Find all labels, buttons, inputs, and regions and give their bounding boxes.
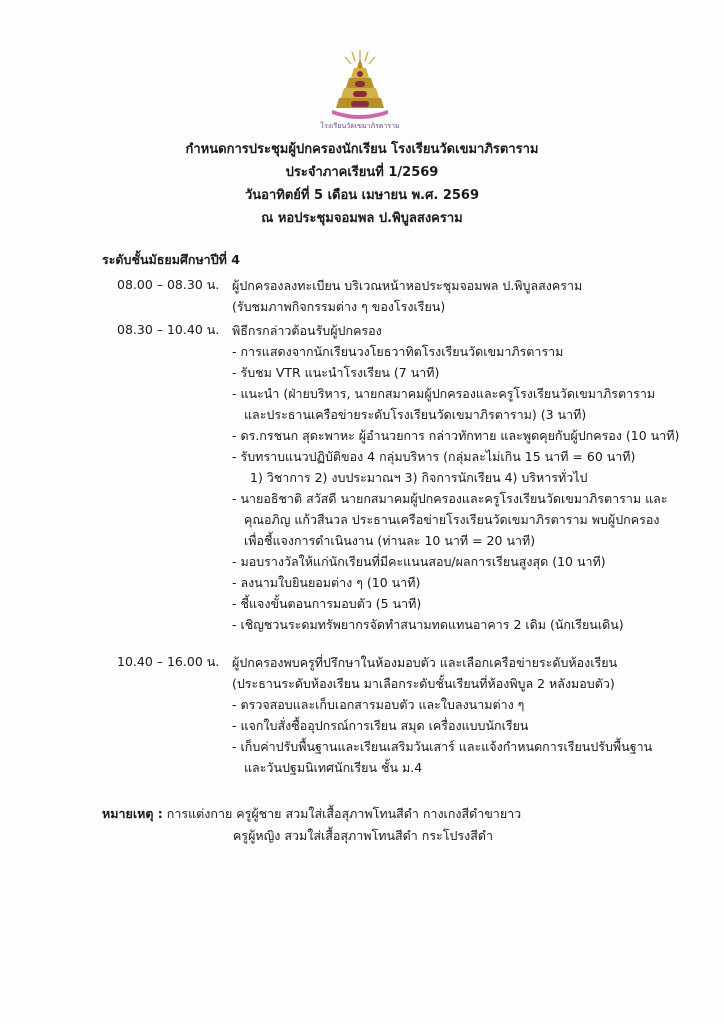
- document-title: [0, 138, 724, 230]
- remark-label: หมายเหตุ :: [102, 806, 163, 821]
- schedule-line: - เชิญชวนระดมทรัพยากรจัดทำสนามทดแทนอาคาร 2 เดิม (นักเรียนเดิน): [232, 617, 624, 632]
- remark-line-1: [102, 803, 702, 825]
- schedule-line: - ลงนามใบยินยอมต่าง ๆ (10 นาที): [232, 575, 421, 590]
- remark-note: [102, 803, 702, 847]
- schedule-line: - เก็บค่าปรับพื้นฐานและเรียนเสริมวันเสาร์ และแจ้งกำหนดการเรียนปรับพื้นฐาน: [232, 739, 653, 754]
- schedule-line: และประธานเครือข่ายระดับโรงเรียนวัดเขมาภิรตาราม) (3 นาที): [244, 407, 587, 422]
- title-line-1: กำหนดการประชุมผู้ปกครองนักเรียน โรงเรียนวัดเขมาภิรตาราม: [185, 142, 539, 157]
- schedule-line: ผู้ปกครองลงทะเบียน บริเวณหน้าหอประชุมจอมพล ป.พิบูลสงคราม: [232, 278, 583, 293]
- schedule-line: คุณอภิญ แก้วสีนวล ประธานเครือข่ายโรงเรียนวัดเขมาภิรตาราม พบผู้ปกครอง: [244, 512, 660, 527]
- schedule-content: [232, 652, 702, 778]
- remark-text-2: ครูผู้หญิง สวมใส่เสื้อสุภาพโทนสีดำ กระโปรงสีดำ: [233, 828, 493, 843]
- school-logo: [320, 48, 400, 138]
- section-title: ระดับชั้นมัธยมศึกษาปีที่ 4: [102, 252, 240, 267]
- schedule-line: และวันปฐมนิเทศนักเรียน ชั้น ม.4: [244, 760, 423, 775]
- schedule-time: 08.30 – 10.40 น.: [117, 322, 220, 337]
- schedule-line: - แนะนำ (ฝ่ายบริหาร, นายกสมาคมผู้ปกครองและครูโรงเรียนวัดเขมาภิรตาราม: [232, 386, 656, 401]
- schedule-line: พิธีกรกล่าวต้อนรับผู้ปกครอง: [232, 323, 382, 338]
- schedule-content: [232, 320, 702, 635]
- schedule-line: เพื่อชี้แจงการดำเนินงาน (ท่านละ 10 นาที = 20 นาที): [244, 533, 536, 548]
- title-line-3: วันอาทิตย์ที่ 5 เดือน เมษายน พ.ศ. 2569: [244, 188, 479, 203]
- schedule-line: - ตรวจสอบและเก็บเอกสารมอบตัว และใบลงนามต่าง ๆ: [232, 697, 525, 712]
- schedule-line: - การแสดงจากนักเรียนวงโยธวาทิตโรงเรียนวัดเขมาภิรตาราม: [232, 344, 564, 359]
- schedule-time: 08.00 – 08.30 น.: [117, 277, 220, 292]
- schedule-line: ผู้ปกครองพบครูที่ปรึกษาในห้องมอบตัว และเลือกเครือข่ายระดับห้องเรียน: [232, 655, 618, 670]
- schedule-line: - มอบรางวัลให้แก่นักเรียนที่มีคะแนนสอบ/ผลการเรียนสูงสุด (10 นาที): [232, 554, 606, 569]
- schedule-line: (ประธานระดับห้องเรียน มาเลือกระดับชั้นเรียนที่ห้องพิบูล 2 หลังมอบตัว): [232, 676, 615, 691]
- schedule-line: - รับทราบแนวปฏิบัติของ 4 กลุ่มบริหาร (กลุ่มละไม่เกิน 15 นาที = 60 นาที): [232, 449, 636, 464]
- schedule-line: - แจกใบสั่งซื้ออุปกรณ์การเรียน สมุด เครื่องแบบนักเรียน: [232, 718, 529, 733]
- title-line-2: ประจำภาคเรียนที่ 1/2569: [285, 165, 439, 180]
- schedule-line: - นายอธิชาติ สวัสดี นายกสมาคมผู้ปกครองและครูโรงเรียนวัดเขมาภิรตาราม และ: [232, 491, 668, 506]
- logo-caption: โรงเรียนวัดเขมาภิรตาราม: [320, 122, 400, 130]
- schedule-line: - รับชม VTR แนะนำโรงเรียน (7 นาที): [232, 365, 440, 380]
- remark-text-1: การแต่งกาย ครูผู้ชาย สวมใส่เสื้อสุภาพโทนสีดำ กางเกงสีดำขายาว: [166, 806, 522, 821]
- schedule-line: - ชี้แจงขั้นตอนการมอบตัว (5 นาที): [232, 596, 422, 611]
- school-emblem-icon: [330, 48, 390, 120]
- title-line-4: ณ หอประชุมจอมพล ป.พิบูลสงคราม: [261, 211, 463, 226]
- schedule-line: (รับชมภาพกิจกรรมต่าง ๆ ของโรงเรียน): [232, 299, 446, 314]
- schedule-content: [232, 275, 702, 317]
- schedule-line: 1) วิชาการ 2) งบประมาณฯ 3) กิจการนักเรียน 4) บริหารทั่วไป: [250, 470, 588, 485]
- schedule-line: - ดร.กรชนก สุดะพาหะ ผู้อำนวยการ กล่าวทักทาย และพูดคุยกับผู้ปกครอง (10 นาที): [232, 428, 680, 443]
- schedule-time: 10.40 – 16.00 น.: [117, 654, 220, 669]
